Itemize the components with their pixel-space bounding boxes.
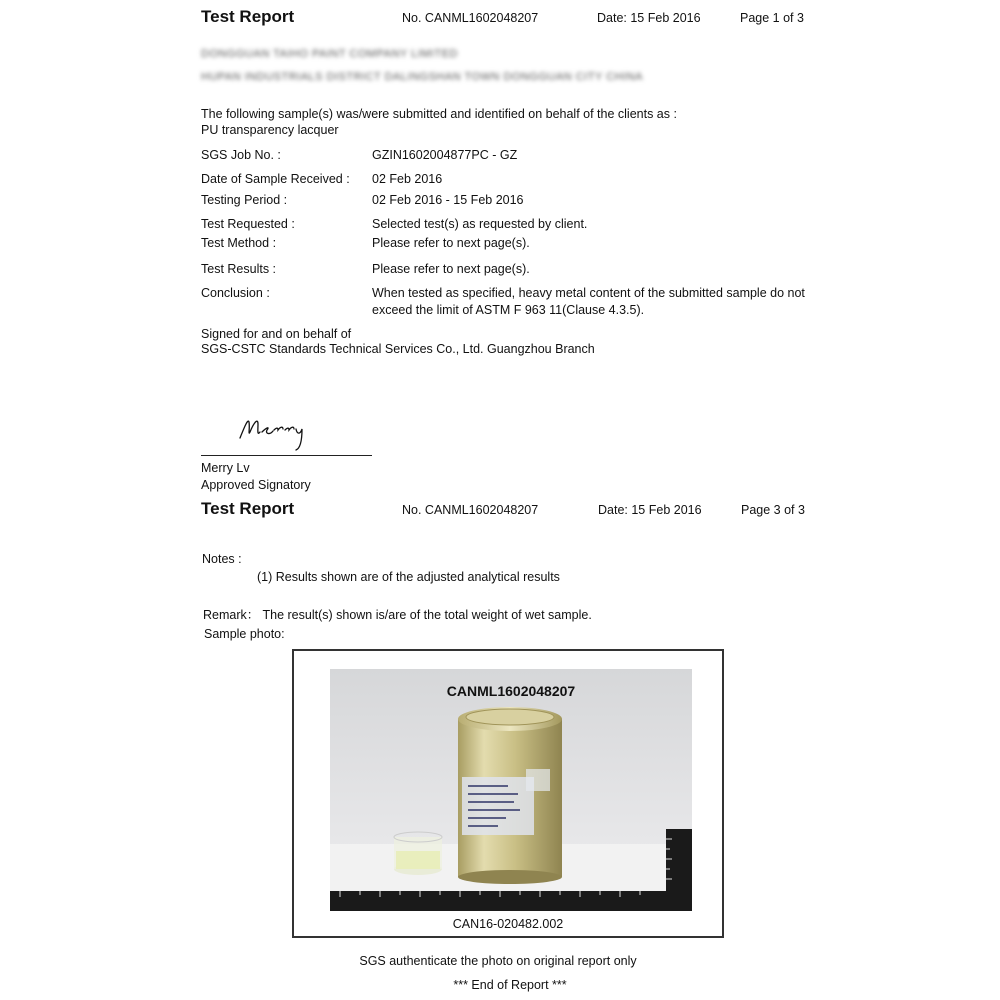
report-title: Test Report: [201, 499, 295, 518]
end-of-report: *** End of Report ***: [453, 978, 567, 992]
field-value: Please refer to next page(s).: [372, 262, 530, 276]
sample-photo: [330, 669, 692, 911]
page-number: Page 1 of 3: [740, 11, 804, 25]
signatory-name: Merry Lv: [201, 461, 250, 475]
field-label: Test Requested :: [201, 217, 295, 231]
field-label: SGS Job No. :: [201, 148, 281, 162]
field-value: 02 Feb 2016 - 15 Feb 2016: [372, 193, 524, 207]
report-number: No. CANML1602048207: [402, 11, 539, 25]
sample-photo-frame: [292, 649, 724, 938]
field-value: Please refer to next page(s).: [372, 236, 530, 250]
field-label: Test Results :: [201, 262, 277, 276]
company-name: SGS-CSTC Standards Technical Services Co., Ltd. Guangzhou Branch: [201, 342, 595, 356]
sample-name: PU transparency lacquer: [201, 123, 339, 137]
note-item: (1) Results shown are of the adjusted analytical results: [257, 570, 560, 584]
field-value: Selected test(s) as requested by client.: [372, 217, 588, 231]
signature-image: [236, 410, 316, 458]
field-value-continued: exceed the limit of ASTM F 963 11(Clause 4.3.5).: [372, 303, 645, 317]
report-title: Test Report: [201, 7, 295, 26]
sample-photo-image: [330, 669, 692, 911]
signed-for-text: Signed for and on behalf of: [201, 327, 352, 341]
field-value: 02 Feb 2016: [372, 172, 443, 186]
remark-text: Remark： The result(s) shown is/are of the total weight of wet sample.: [203, 608, 592, 622]
page-number: Page 3 of 3: [741, 503, 805, 517]
field-value: When tested as specified, heavy metal content of the submitted sample do not: [372, 286, 805, 300]
photo-caption: CAN16-020482.002: [452, 917, 564, 931]
report-date: Date: 15 Feb 2016: [598, 503, 702, 517]
field-label: Date of Sample Received :: [201, 172, 350, 186]
notes-label: Notes :: [202, 552, 242, 566]
signature-line: [201, 455, 372, 456]
signatory-title: Approved Signatory: [201, 478, 311, 492]
client-name: DONGGUAN TAIHO PAINT COMPANY LIMITED: [201, 48, 458, 60]
report-number: No. CANML1602048207: [402, 503, 539, 517]
client-address: HUPAN INDUSTRIALS DISTRICT DALINGSHAN TOWN DONGGUAN CITY CHINA: [201, 71, 643, 83]
field-value: GZIN1602004877PC - GZ: [372, 148, 518, 162]
field-label: Test Method :: [201, 236, 277, 250]
sample-photo-label: Sample photo:: [204, 627, 285, 641]
intro-text: The following sample(s) was/were submitted and identified on behalf of the clients as :: [201, 107, 677, 121]
authenticate-note: SGS authenticate the photo on original report only: [359, 954, 637, 968]
photo-sample-id: CANML1602048207: [446, 683, 576, 699]
field-label: Conclusion :: [201, 286, 270, 300]
field-label: Testing Period :: [201, 193, 288, 207]
report-date: Date: 15 Feb 2016: [597, 11, 701, 25]
